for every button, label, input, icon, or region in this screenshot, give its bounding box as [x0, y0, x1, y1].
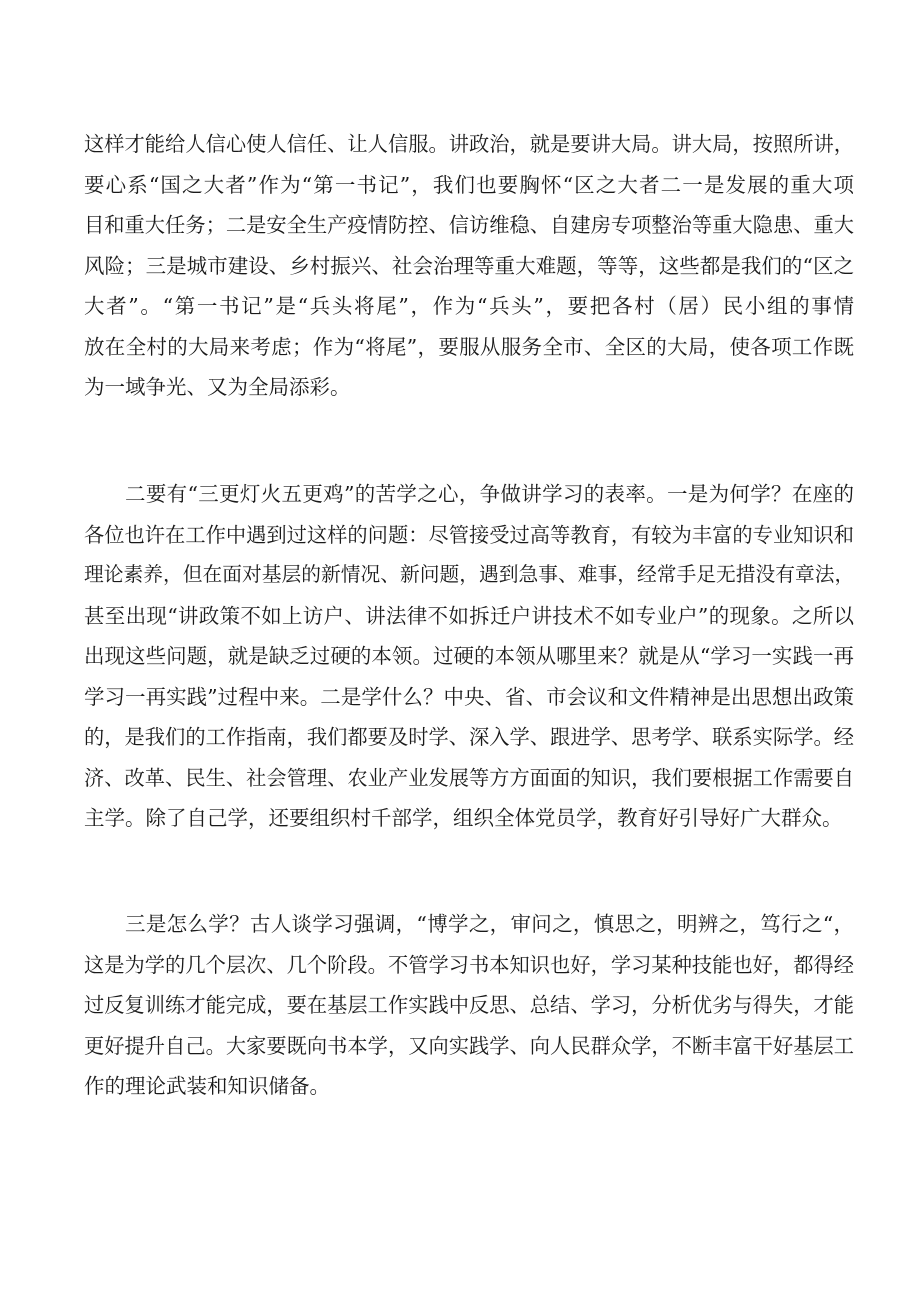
text-line: 作的理论武装和知识储备。 [84, 1074, 330, 1098]
paragraph-2 [84, 474, 854, 839]
text-line: 出现这些问题，就是缺乏过硬的本领。过硬的本领从哪里来？就是从“学习一实践一再 [84, 644, 854, 668]
text-line: 的，是我们的工作指南，我们都要及时学、深入学、跟进学、思考学、联系实际学。经 [84, 725, 854, 749]
text-line: 济、改革、民生、社会管理、农业产业发展等方方面面的知识，我们要根据工作需要自 [84, 765, 854, 790]
text-line: 这是为学的几个层次、几个阶段。不管学习书本知识也好，学习某种技能也好，都得经 [84, 952, 854, 977]
text-line: 三是怎么学？古人谈学习强调，“博学之，审问之，慎思之，明辨之，笃行之“， [125, 912, 854, 936]
text-line: 各位也许在工作中遇到过这样的问题：尽管接受过高等教育，有较为丰富的专业知识和 [84, 522, 854, 547]
text-line: 要心系“国之大者”作为“第一书记”，我们也要胸怀“区之大者二一是发展的重大项 [84, 172, 854, 197]
text-line: 为一域争光、又为全局添彩。 [84, 375, 351, 399]
text-line: 理论素养，但在面对基层的新情况、新问题，遇到急事、难事，经常手足无措没有章法， [84, 563, 855, 586]
paragraph-1 [84, 124, 854, 408]
text-line: 风险；三是城市建设、乡村振兴、社会治理等重大难题，等等，这些都是我们的“区之 [84, 253, 854, 278]
text-line: 学习一再实践”过程中来。二是学什么？中央、省、市会议和文件精神是出思想出政策 [84, 684, 854, 709]
text-line: 大者”。“第一书记”是“兵头将尾”，作为“兵头”，要把各村（居）民小组的事情 [84, 294, 854, 318]
text-line: 目和重大任务；二是安全生产疫情防控、信访维稳、自建房专项整治等重大隐患、重大 [84, 213, 854, 237]
text-line: 放在全村的大局来考虑；作为“将尾”，要服从服务全市、全区的大局，使各项工作既 [84, 334, 854, 359]
text-line: 过反复训练才能完成，要在基层工作实践中反思、总结、学习，分析优劣与得失，才能 [84, 993, 854, 1017]
text-line: 二要有“三更灯火五更鸡”的苦学之心，争做讲学习的表率。一是为何学？在座的 [125, 482, 854, 506]
paragraph-3 [84, 904, 854, 1107]
text-line: 这样才能给人信心使人信任、让人信服。讲政治，就是要讲大局。讲大局，按照所讲， [84, 132, 854, 156]
text-line: 主学。除了自己学，还要组织村千部学，组织全体党员学，教育好引导好广大群众。 [84, 806, 843, 830]
text-line: 更好提升自己。大家要既向书本学，又向实践学、向人民群众学，不断丰富干好基层工 [84, 1033, 854, 1058]
text-line: 甚至出现“讲政策不如上访户、讲法律不如拆迁户讲技术不如专业户”的现象。之所以 [84, 603, 854, 628]
